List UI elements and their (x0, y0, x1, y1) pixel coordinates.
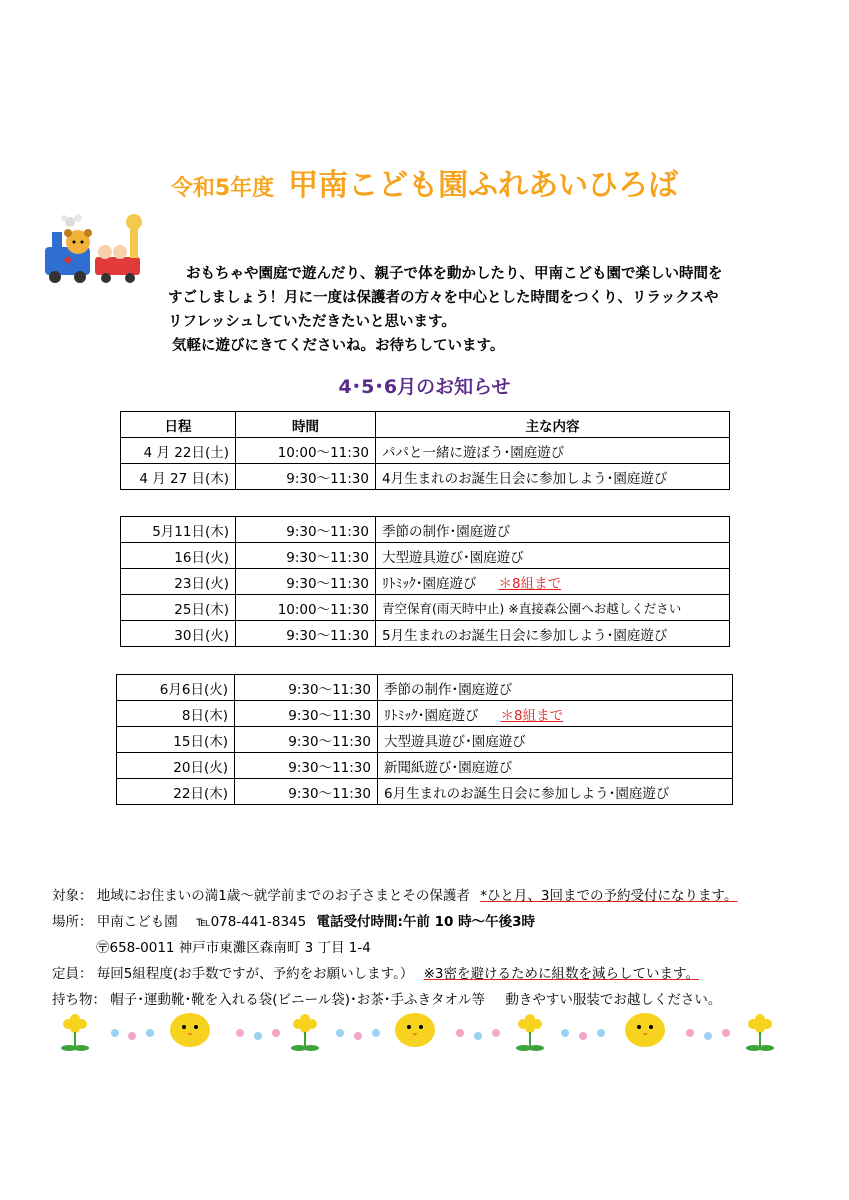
row-date: 6月6日(火) (117, 675, 235, 701)
header-time: 時間 (236, 412, 376, 438)
info-address: 〶658-0011 神戸市東灘区森南町 3 丁目 1-4 (96, 940, 371, 956)
info-items (52, 988, 721, 1008)
row-date: 15日(木) (117, 727, 235, 753)
row-time: 9:30～11:30 (235, 675, 378, 701)
chick-icon (170, 1013, 210, 1047)
row-content: 大型遊具遊び･園庭遊び (378, 727, 733, 753)
capacity-text: 毎回5組程度(お手数ですが、予約をお願いします。） (96, 966, 414, 982)
table-row (121, 438, 730, 464)
table-row (121, 517, 730, 543)
may-schedule-table (120, 516, 730, 647)
row-content: 季節の制作･園庭遊び (378, 675, 733, 701)
row-time: 9:30～11:30 (236, 543, 376, 569)
row-content: 5月生まれのお誕生日会に参加しよう･園庭遊び (376, 621, 730, 647)
row-content-text: ﾘﾄﾐｯｸ･園庭遊び (382, 575, 477, 592)
items-label: 持ち物： (52, 992, 106, 1008)
dots-decoration (336, 1029, 380, 1040)
target-text: 地域にお住まいの満1歳～就学前までのお子さまとその保護者 (96, 888, 470, 904)
june-schedule-table (116, 674, 733, 805)
train-illustration-icon (40, 212, 145, 287)
table-row (117, 727, 733, 753)
row-time: 9:30～11:30 (236, 517, 376, 543)
title-year: 令和5年度 (170, 176, 275, 201)
row-date: 16日(火) (121, 543, 236, 569)
target-note: *ひと月、3回までの予約受付になります。 (480, 888, 738, 904)
row-date: 22日(木) (117, 779, 235, 805)
dots-decoration (456, 1029, 500, 1040)
row-date: 20日(火) (117, 753, 235, 779)
footer-decoration (40, 1008, 810, 1058)
table-header-row (121, 412, 730, 438)
place-label: 場所： (52, 914, 93, 930)
intro-line-2: すごしましょう！月に一度は保護者の方々を中心とした時間をつくり、リラックスや (168, 290, 719, 306)
items-note: 動きやすい服装でお越しください。 (505, 992, 722, 1008)
row-content: 新聞紙遊び･園庭遊び (378, 753, 733, 779)
row-time: 9:30～11:30 (236, 464, 376, 490)
title-main: 甲南こども園ふれあいひろば (288, 168, 679, 203)
capacity-label: 定員： (52, 966, 93, 982)
row-content: 青空保育(雨天時中止) ※直接森公園へお越しください (376, 595, 730, 621)
flower-icon (291, 1014, 319, 1051)
table-row (117, 779, 733, 805)
intro-line-4: 気軽に遊びにきてくださいね。お待ちしています。 (172, 338, 505, 354)
dots-decoration (111, 1029, 154, 1040)
table-row (121, 569, 730, 595)
dots-decoration (561, 1029, 605, 1040)
flower-icon (516, 1014, 544, 1051)
flower-icon (61, 1014, 89, 1051)
table-row (121, 543, 730, 569)
row-time: 10:00～11:30 (236, 595, 376, 621)
row-date: 25日(木) (121, 595, 236, 621)
dots-decoration (236, 1029, 280, 1040)
table-row (121, 595, 730, 621)
row-date: 8日(木) (117, 701, 235, 727)
table-row (117, 675, 733, 701)
table-row (117, 701, 733, 727)
row-content: パパと一緒に遊ぼう･園庭遊び (376, 438, 730, 464)
table-row (121, 464, 730, 490)
target-label: 対象： (52, 888, 93, 904)
row-date: 30日(火) (121, 621, 236, 647)
items-text: 帽子･運動靴･靴を入れる袋(ビニール袋)･お茶･手ふきタオル等 (110, 992, 486, 1008)
row-date: 4 月 22日(土) (121, 438, 236, 464)
row-time: 9:30～11:30 (235, 701, 378, 727)
row-time: 9:30～11:30 (236, 621, 376, 647)
intro-paragraph (168, 262, 788, 358)
row-content (376, 569, 730, 595)
april-schedule-table (120, 411, 730, 490)
row-time: 10:00～11:30 (236, 438, 376, 464)
intro-line-1: おもちゃや園庭で遊んだり、親子で体を動かしたり、甲南こども園で楽しい時間を (186, 266, 723, 282)
place-name: 甲南こども園 (96, 914, 178, 930)
flower-icon (746, 1014, 774, 1051)
row-content (378, 701, 733, 727)
capacity-note: ＊8組まで (500, 707, 564, 724)
header-date: 日程 (121, 412, 236, 438)
row-time: 9:30～11:30 (236, 569, 376, 595)
row-time: 9:30～11:30 (235, 753, 378, 779)
row-date: 5月11日(木) (121, 517, 236, 543)
row-date: 23日(火) (121, 569, 236, 595)
row-content: 季節の制作･園庭遊び (376, 517, 730, 543)
row-time: 9:30～11:30 (235, 779, 378, 805)
table-row (117, 753, 733, 779)
row-date: 4 月 27 日(木) (121, 464, 236, 490)
place-hours: 電話受付時間:午前 10 時～午後3時 (316, 914, 536, 930)
row-time: 9:30～11:30 (235, 727, 378, 753)
chick-icon (625, 1013, 665, 1047)
capacity-extra-note: ※3密を避けるために組数を減らしています。 (423, 966, 699, 982)
chick-icon (395, 1013, 435, 1047)
header-content: 主な内容 (376, 412, 730, 438)
page-title (0, 160, 849, 204)
row-content-text: ﾘﾄﾐｯｸ･園庭遊び (384, 707, 479, 724)
dots-decoration (686, 1029, 730, 1040)
capacity-note: ＊8組まで (498, 575, 562, 592)
info-capacity (52, 962, 699, 982)
row-content: 6月生まれのお誕生日会に参加しよう･園庭遊び (378, 779, 733, 805)
intro-line-3: リフレッシュしていただきたいと思います。 (168, 314, 456, 330)
row-content: 4月生まれのお誕生日会に参加しよう･園庭遊び (376, 464, 730, 490)
row-content: 大型遊具遊び･園庭遊び (376, 543, 730, 569)
schedule-subtitle: 4･5･6月のお知らせ (338, 376, 511, 398)
info-place (52, 910, 535, 930)
info-target (52, 884, 737, 904)
table-row (121, 621, 730, 647)
place-tel: ℡078-441-8345 (196, 914, 307, 930)
